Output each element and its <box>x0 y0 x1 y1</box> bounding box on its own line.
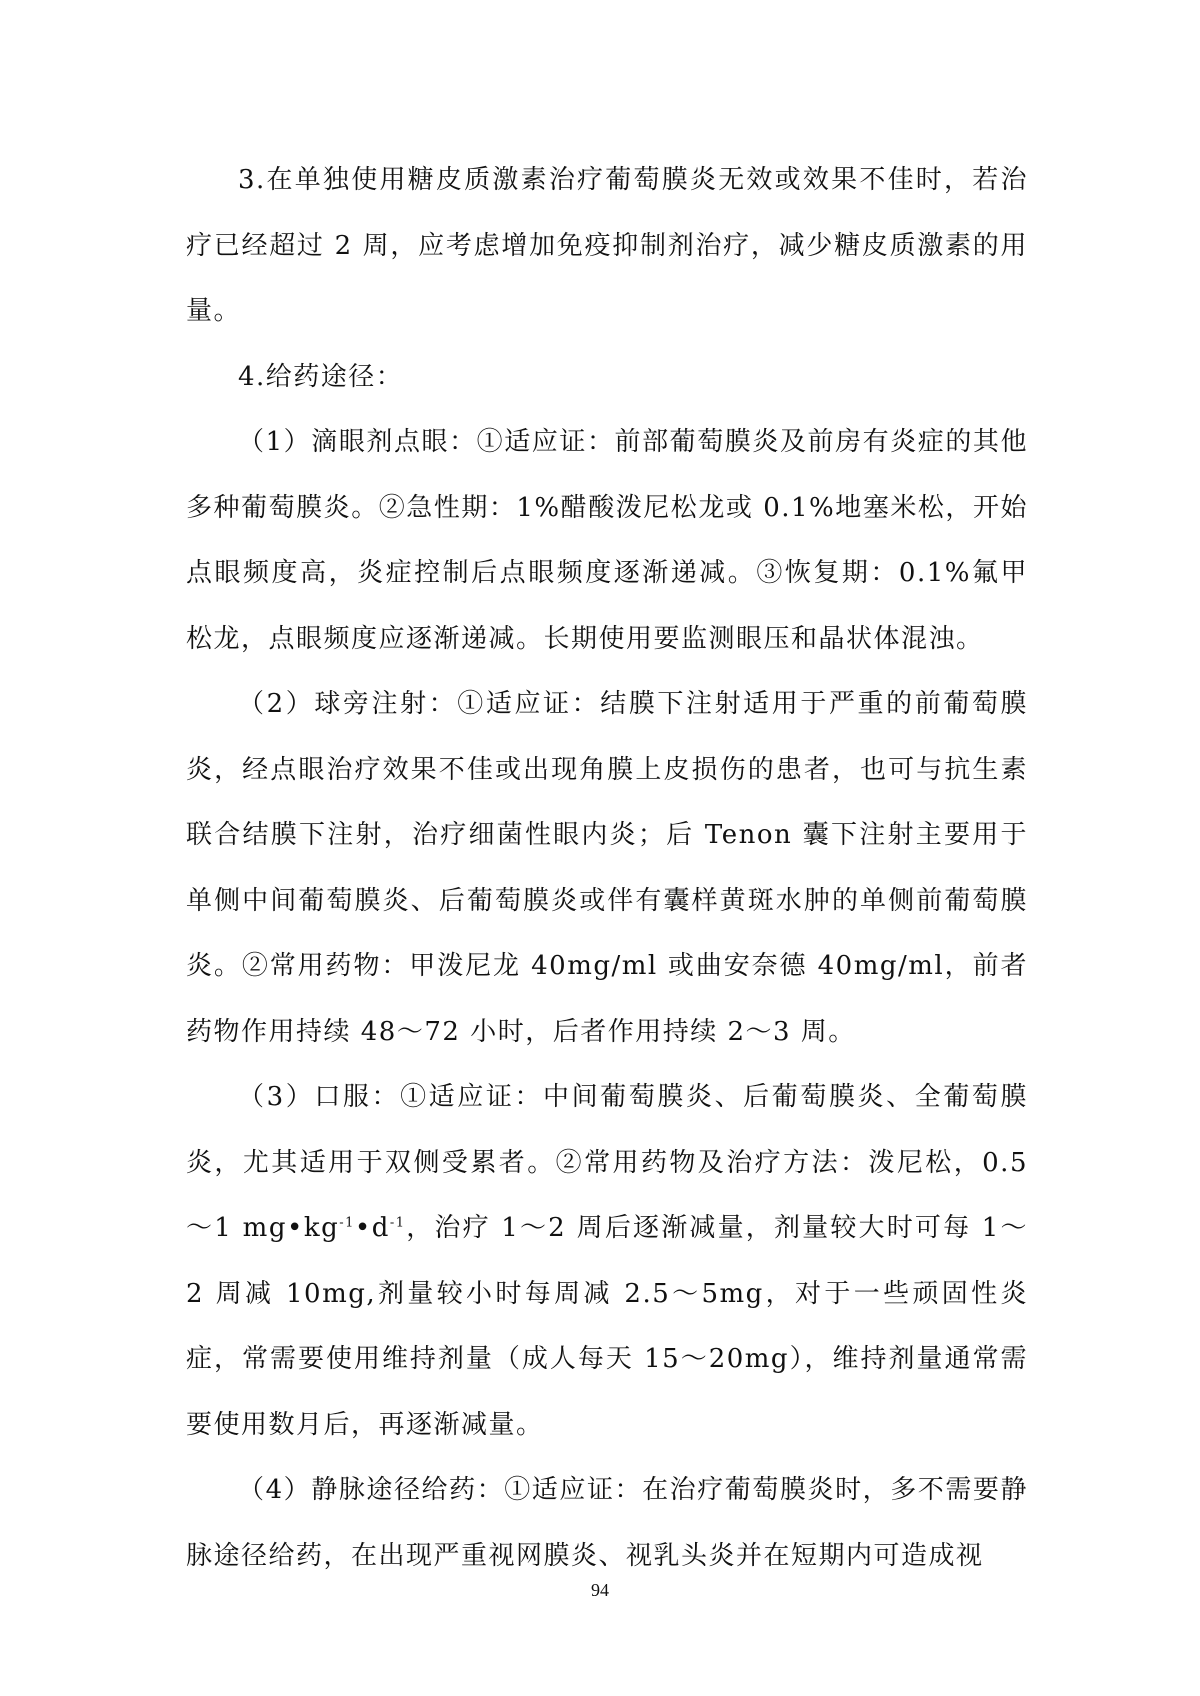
oral-text-part1: （3）口服：①适应证：中间葡萄膜炎、后葡萄膜炎、全葡萄膜炎，尤其适用于双侧受累者。②常用药物及治疗方法：泼尼松，0.5～1 mg•kg <box>186 1082 1028 1243</box>
body-text <box>186 148 1028 1589</box>
paragraph-intravenous: （4）静脉途径给药：①适应证：在治疗葡萄膜炎时，多不需要静脉途径给药，在出现严重视网膜炎、视乳头炎并在短期内可造成视 <box>186 1475 1028 1571</box>
paragraph-periocular-injection: （2）球旁注射：①适应证：结膜下注射适用于严重的前葡萄膜炎，经点眼治疗效果不佳或出现角膜上皮损伤的患者，也可与抗生素联合结膜下注射，治疗细菌性眼内炎；后 Tenon 囊下注射主要用于单侧中间葡萄膜炎、后葡萄膜炎或伴有囊样黄斑水肿的单侧前葡萄膜炎。②常用药物：甲泼尼龙 40mg/ml 或曲安奈德 40mg/ml，前者药物作用持续 48～72 小时，后者作用持续 2～3 周。 <box>186 689 1028 1047</box>
paragraph-4-heading: 4.给药途径： <box>238 361 404 392</box>
oral-superscript-1: -1 <box>339 1215 355 1231</box>
oral-text-part2: •d <box>354 1213 390 1243</box>
paragraph-eye-drops: （1）滴眼剂点眼：①适应证：前部葡萄膜炎及前房有炎症的其他多种葡萄膜炎。②急性期：1%醋酸泼尼松龙或 0.1%地塞米松，开始点眼频度高，炎症控制后点眼频度逐渐递减。③恢复期：0.1%氟甲松龙，点眼频度应逐渐递减。长期使用要监测眼压和晶状体混浊。 <box>186 427 1028 654</box>
page-number: 94 <box>591 1580 609 1600</box>
oral-text-part3: ，治疗 1～2 周后逐渐减量，剂量较大时可每 1～2 周减 10mg,剂量较小时每周减 2.5～5mg，对于一些顽固性炎症，常需要使用维持剂量（成人每天 15～20mg），维持剂量通常需要使用数月后，再逐渐减量。 <box>186 1213 1028 1440</box>
paragraph-oral <box>186 1065 1028 1458</box>
paragraph-3: 3.在单独使用糖皮质激素治疗葡萄膜炎无效或效果不佳时，若治疗已经超过 2 周，应考虑增加免疫抑制剂治疗，减少糖皮质激素的用量。 <box>186 165 1028 326</box>
oral-superscript-2: -1 <box>389 1215 406 1231</box>
